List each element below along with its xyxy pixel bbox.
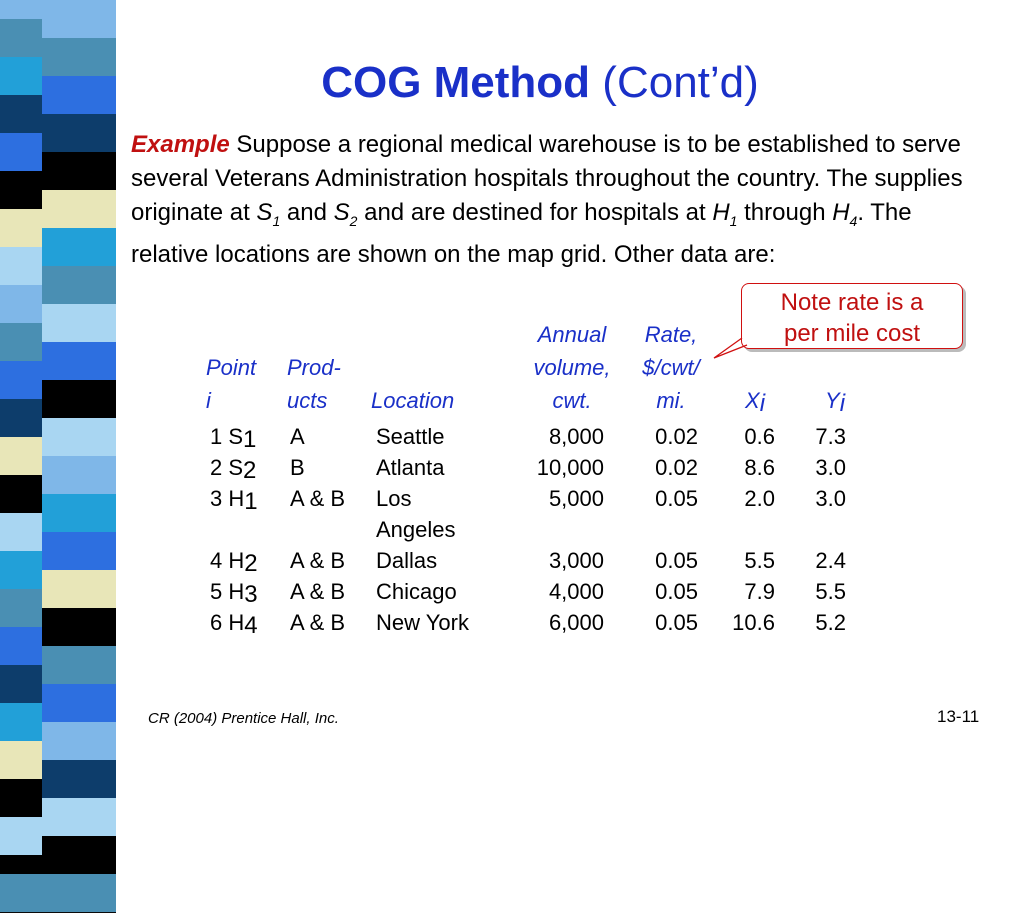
decorative-stripe-bar bbox=[0, 0, 116, 768]
cell-rate: 0.02 bbox=[655, 424, 698, 449]
example-paragraph bbox=[131, 128, 971, 272]
edge-block bbox=[0, 551, 42, 589]
title-bold: COG Method bbox=[321, 58, 591, 107]
intro-and: and bbox=[280, 199, 334, 226]
s-letter-1: S bbox=[256, 199, 273, 226]
cell-rate: 0.05 bbox=[655, 579, 698, 604]
cell-point: 6 H4 bbox=[210, 610, 258, 639]
edge-block bbox=[0, 627, 42, 665]
edge-block bbox=[0, 399, 42, 437]
cell-y: 3.0 bbox=[815, 486, 846, 511]
title-rest: (Cont’d) bbox=[602, 58, 759, 107]
cell-x: 5.5 bbox=[744, 548, 775, 573]
s-sub-1: 1 bbox=[272, 212, 281, 229]
edge-block bbox=[0, 741, 42, 779]
footer-credit: CR (2004) Prentice Hall, Inc. bbox=[148, 710, 339, 727]
rate-note-callout bbox=[741, 283, 963, 349]
stripe bbox=[0, 874, 116, 913]
cell-y: 2.4 bbox=[815, 548, 846, 573]
edge-block bbox=[0, 133, 42, 171]
s-sub-2: 2 bbox=[349, 212, 358, 229]
edge-block bbox=[0, 209, 42, 247]
edge-block bbox=[0, 57, 42, 95]
cell-rate: 0.02 bbox=[655, 455, 698, 480]
cell-location: Dallas bbox=[376, 548, 438, 573]
cell-x: 0.6 bbox=[744, 424, 775, 449]
edge-block bbox=[0, 665, 42, 703]
cell-volume: 10,000 bbox=[536, 455, 604, 480]
cell-y: 7.3 bbox=[815, 424, 846, 449]
cell-products: A & B bbox=[290, 486, 346, 511]
edge-block bbox=[0, 589, 42, 627]
header-x: Xi bbox=[745, 388, 766, 417]
header-volume: Annual volume, cwt. bbox=[533, 322, 611, 413]
edge-block bbox=[0, 323, 42, 361]
edge-block bbox=[0, 247, 42, 285]
edge-block bbox=[0, 171, 42, 209]
h-letter-1: H bbox=[712, 199, 730, 226]
cell-rate: 0.05 bbox=[655, 548, 698, 573]
cell-volume: 4,000 bbox=[548, 579, 604, 604]
cell-point: 4 H2 bbox=[210, 548, 258, 577]
edge-block bbox=[0, 19, 42, 57]
cell-x: 2.0 bbox=[744, 486, 775, 511]
cell-x: 7.9 bbox=[744, 579, 775, 604]
cell-products: A & B bbox=[290, 579, 346, 604]
cell-location: Los Angeles bbox=[376, 486, 456, 542]
cell-rate: 0.05 bbox=[655, 486, 698, 511]
cell-products: A & B bbox=[290, 610, 346, 635]
edge-block bbox=[0, 361, 42, 399]
intro-text-2: and are destined for hospitals at bbox=[357, 199, 713, 226]
cell-volume: 5,000 bbox=[548, 486, 604, 511]
cell-location: New York bbox=[376, 610, 469, 635]
edge-block bbox=[0, 95, 42, 133]
cell-y: 5.2 bbox=[815, 610, 846, 635]
cell-products: A & B bbox=[290, 548, 346, 573]
header-location: Location bbox=[371, 388, 455, 413]
cell-point: 2 S2 bbox=[210, 455, 257, 484]
cell-location: Chicago bbox=[376, 579, 457, 604]
intro-through: through bbox=[737, 199, 833, 226]
slide-title bbox=[160, 58, 920, 108]
cell-volume: 8,000 bbox=[548, 424, 604, 449]
h-sub-4: 4 bbox=[849, 212, 858, 229]
h-sub-1: 1 bbox=[729, 212, 738, 229]
cell-x: 10.6 bbox=[732, 610, 775, 635]
example-label: Example bbox=[131, 131, 230, 158]
decorative-edge bbox=[0, 0, 42, 768]
callout-line-1: Note rate is a bbox=[780, 289, 924, 316]
callout-line-2: per mile cost bbox=[783, 320, 921, 347]
cell-y: 5.5 bbox=[815, 579, 846, 604]
header-rate: Rate, $/cwt/ mi. bbox=[642, 322, 700, 413]
intro-text-3: . The relative locations are shown on the map grid. Other data are: bbox=[131, 199, 912, 268]
edge-block bbox=[0, 703, 42, 741]
edge-block bbox=[0, 437, 42, 475]
header-point: Point i bbox=[206, 355, 257, 413]
cell-products: A bbox=[290, 424, 305, 449]
cell-products: B bbox=[290, 455, 305, 480]
cell-y: 3.0 bbox=[815, 455, 846, 480]
cell-location: Seattle bbox=[376, 424, 445, 449]
header-y: Yi bbox=[825, 388, 846, 417]
edge-block bbox=[0, 475, 42, 513]
cell-x: 8.6 bbox=[744, 455, 775, 480]
cell-point: 3 H1 bbox=[210, 486, 258, 515]
cell-rate: 0.05 bbox=[655, 610, 698, 635]
edge-block bbox=[0, 513, 42, 551]
cell-point: 5 H3 bbox=[210, 579, 258, 608]
cell-volume: 6,000 bbox=[548, 610, 604, 635]
edge-block bbox=[0, 285, 42, 323]
cell-volume: 3,000 bbox=[548, 548, 604, 573]
edge-block bbox=[0, 817, 42, 855]
cell-location: Atlanta bbox=[376, 455, 445, 480]
cell-point: 1 S1 bbox=[210, 424, 257, 453]
intro-text-1: Suppose a regional medical warehouse is to be established to serve several Veterans Administration hospitals throughout the country. The supplies originate at bbox=[131, 131, 963, 226]
header-products: Prod- ucts bbox=[287, 355, 341, 413]
h-letter-4: H bbox=[832, 199, 850, 226]
page-number: 13-11 bbox=[937, 707, 980, 726]
edge-block bbox=[0, 779, 42, 817]
s-letter-2: S bbox=[333, 199, 350, 226]
